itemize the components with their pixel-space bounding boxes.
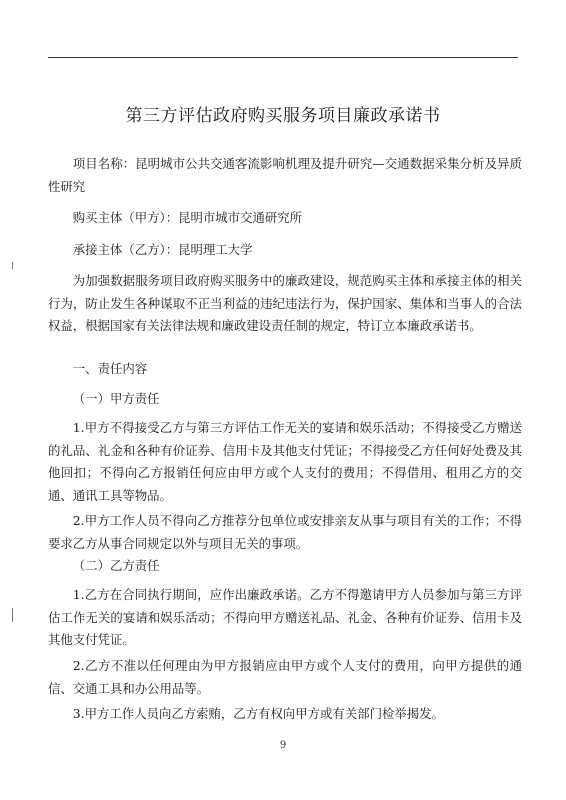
header-rule bbox=[48, 57, 518, 58]
page-number: 9 bbox=[279, 740, 287, 751]
party-a-heading: （一）甲方责任 bbox=[72, 391, 160, 406]
margin-mark bbox=[12, 608, 13, 622]
party-b-item-1: 1.乙方在合同执行期间，应作出廉政承诺。乙方不得邀请甲方人员参加与第三方评估工作无关的宴请和娱乐活动；不得向甲方赠送礼品、礼金、各种有价证券、信用卡及其他支付凭证。 bbox=[48, 587, 522, 647]
party-b-item-3: 3.甲方工作人员向乙方索贿，乙方有权向甲方或有关部门检举揭发。 bbox=[72, 706, 444, 721]
party-a-item-1: 1.甲方不得接受乙方与第三方评估工作无关的宴请和娱乐活动；不得接受乙方赠送的礼品、礼金和各种有价证券、信用卡及其他支付凭证；不得接受乙方任何好处费及其他回扣；不得向乙方报销任何应由甲方或个人支付的费用；不得借用、租用乙方的交通、通讯工具等物品。 bbox=[48, 420, 522, 503]
party-b-heading: （二）乙方责任 bbox=[72, 558, 160, 573]
document-title: 第三方评估政府购买服务项目廉政承诺书 bbox=[125, 106, 441, 126]
contractor-line: 承接主体（乙方）：昆明理工大学 bbox=[72, 242, 253, 257]
buyer-line: 购买主体（甲方）：昆明市城市交通研究所 bbox=[72, 210, 303, 225]
party-a-item-2: 2.甲方工作人员不得向乙方推荐分包单位或安排亲友从事与项目有关的工作；不得要求乙方从事合同规定以外与项目无关的事项。 bbox=[48, 513, 522, 551]
project-name: 项目名称：昆明城市公共交通客流影响机理及提升研究—交通数据采集分析及异质性研究 bbox=[48, 156, 522, 194]
intro-paragraph: 为加强数据服务项目政府购买服务中的廉政建设，规范购买主体和承接主体的相关行为，防止发生各种谋取不正当利益的违纪违法行为，保护国家、集体和当事人的合法权益，根据国家有关法律法规和廉政建设责任制的规定，特订立本廉政承诺书。 bbox=[48, 273, 522, 333]
margin-mark bbox=[12, 262, 13, 269]
section-heading: 一、责任内容 bbox=[72, 361, 148, 376]
party-b-item-2: 2.乙方不准以任何理由为甲方报销应由甲方或个人支付的费用，向甲方提供的通信、交通工具和办公用品等。 bbox=[48, 658, 522, 696]
